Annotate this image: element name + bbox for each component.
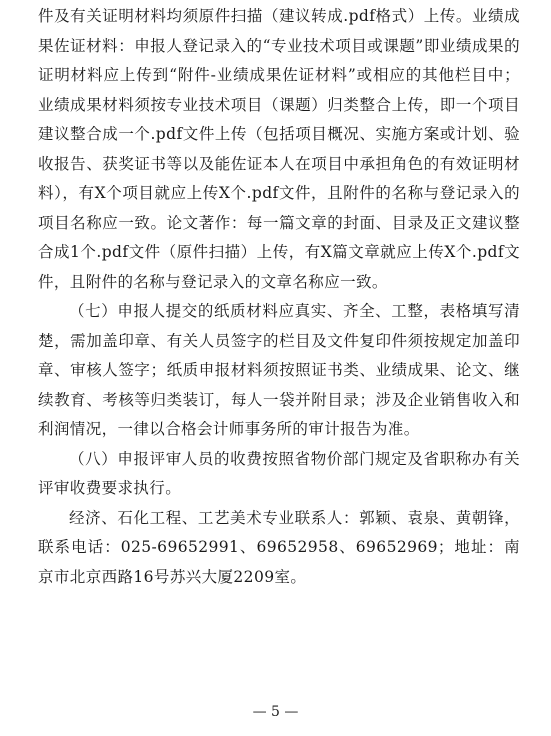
document-body (38, 2, 520, 592)
page-number: — 5 — (252, 704, 299, 720)
paragraph-contact: 经济、石化工程、工艺美术专业联系人：郭颖、袁泉、黄朝锋，联系电话：025-69652991、69652958、69652969；地址：南京市北京西路16号苏兴大厦2209室。 (38, 508, 520, 586)
paragraph-item-7: （七）申报人提交的纸质材料应真实、齐全、工整，表格填写清楚，需加盖印章、有关人员签字的栏目及文件复印件须按规定加盖印章、审核人签字；纸质申报材料须按照证书类、业绩成果、论文、继续教育、考核等归类装订，每人一袋并附目录；涉及企业销售收入和利润情况，一律以合格会计师事务所的审计报告为准。 (38, 302, 520, 438)
paragraph-continuation: 件及有关证明材料均须原件扫描（建议转成.pdf格式）上传。业绩成果佐证材料：申报人登记录入的“专业技术项目或课题”即业绩成果的证明材料应上传到“附件-业绩成果佐证材料”或相应的其他栏目中；业绩成果材料须按专业技术项目（课题）归类整合上传，即一个项目建议整合成一个.pdf文件上传（包括项目概况、实施方案或计划、验收报告、获奖证书等以及能佐证本人在项目中承担角色的有效证明材料），有X个项目就应上传X个.pdf文件，且附件的名称与登记录入的项目名称应一致。论文著作：每一篇文章的封面、目录及正文建议整合成1个.pdf文件（原件扫描）上传，有X篇文章就应上传X个.pdf文件，且附件的名称与登记录入的文章名称应一致。 (38, 7, 520, 291)
paragraph-item-8: （八）申报评审人员的收费按照省物价部门规定及省职称办有关评审收费要求执行。 (38, 449, 520, 497)
